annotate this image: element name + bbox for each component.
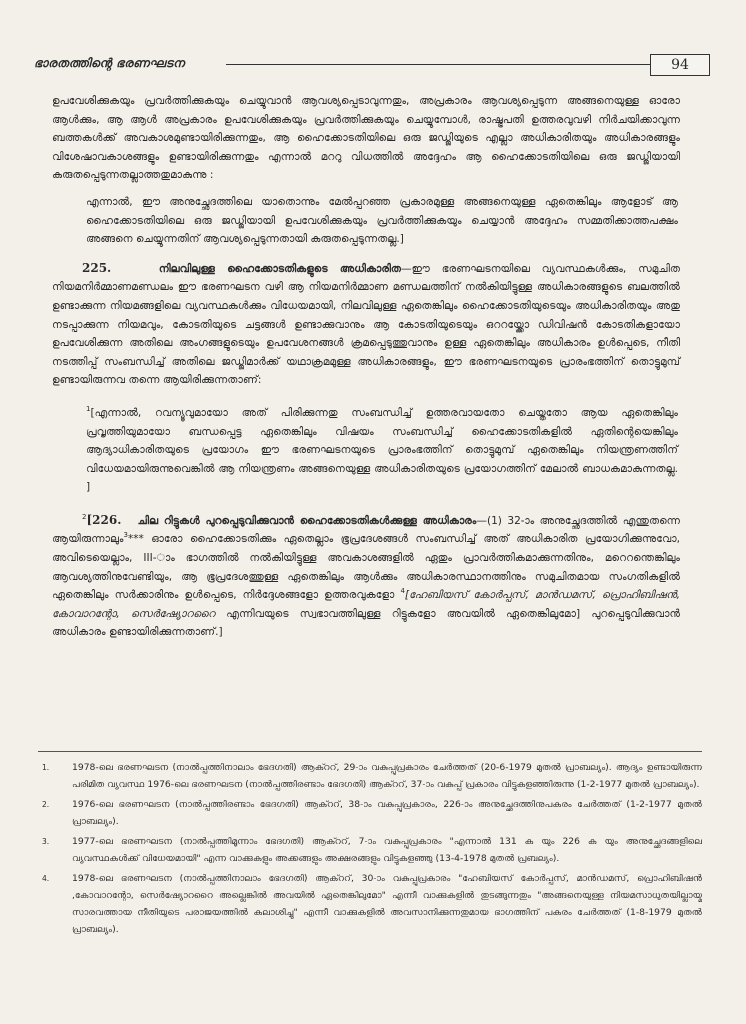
article-225 bbox=[52, 259, 680, 390]
footnote-text: 1978-ലെ ഭരണഘടന (നാൽപ്പത്തിനാലാം ഭേദഗതി) ആക്ററ്, 29-ാം വകുപ്പുപ്രകാരം ചേർത്തത് (20-6-1979 മുതൽ പ്രാബല്യം). ആദ്യം ഉണ്ടായിരുന്ന പരിമിത വ്യവസ്ഥ 1976-ലെ ഭരണഘടന (നാൽപ്പത്തിരണ്ടാം ഭേദഗതി) ആക്ററ്, 37-ാം വകുപ്പ് പ്രകാരം വിട്ടുകളഞ്ഞിരുന്നു (1-2-1977 മുതൽ പ്രാബല്യം). bbox=[72, 762, 702, 790]
footnote-text: 1977-ലെ ഭരണഘടന (നാൽപ്പത്തിമൂന്നാം ഭേദഗതി) ആക്ററ്, 7-ാം വകുപ്പുപ്രകാരം "എന്നാൽ 131 ക യും 226 ക യും അനുച്ഛേദങ്ങളിലെ വ്യവസ്ഥകൾക്ക് വിധേയമായി" എന്ന വാക്കുകളും അക്കങ്ങളും അക്ഷരങ്ങളും വിട്ടുകളഞ്ഞു (13-4-1978 മുതൽ പ്രബല്യം). bbox=[72, 836, 702, 864]
footnote bbox=[38, 759, 702, 793]
footnote-mark: 3. bbox=[42, 837, 50, 846]
footnote-ref-1: 1 bbox=[86, 404, 91, 413]
footnote bbox=[38, 870, 702, 938]
article-225-number: 225. bbox=[82, 260, 112, 275]
writ-names: [ഹേബിയസ് കോർപ്പസ്, മാൻഡമസ്, പ്രൊഹിബിഷൻ, കോവാറന്റോ, സെർഷ്യോററൈ bbox=[52, 589, 680, 620]
footnote-ref-2: 2 bbox=[82, 512, 87, 521]
footnote-ref-4: 4 bbox=[400, 587, 405, 596]
proviso-paragraph: എന്നാൽ, ഈ അനുച്ഛേദത്തിലെ യാതൊന്നും മേൽപ്പറഞ്ഞ പ്രകാരമുള്ള അങ്ങനെയുള്ള ഏതെങ്കിലും ആളോട് ആ ഹൈക്കോടതിയിലെ ഒരു ജഡ്ജിയായി ഉപവേശിക്കുകയും പ്രവർത്തിക്കുകയും ചെയ്യാൻ അദ്ദേഹം സമ്മതിക്കാത്തപക്ഷം അങ്ങനെ ചെയ്യുന്നതിന് ആവശ്യപ്പെടുന്നതായി കരുതപ്പെടുന്നതല്ല.] bbox=[86, 195, 678, 246]
omission-stars: *** bbox=[127, 533, 144, 546]
body-text bbox=[52, 92, 680, 642]
article-226-text-b: ഓരോ ഹൈക്കോടതിക്കും ഏതെല്ലാം ഭൂപ്രദേശങ്ങൾ സംബന്ധിച്ച് അത് അധികാരിത പ്രയോഗിക്കുന്നുവോ, അവിടെയെല്ലാം, III-ാം ഭാഗത്തിൽ നൽകിയിട്ടുള്ള അവകാശങ്ങളിൽ ഏതും പ്രാവർത്തികമാക്കുന്നതിനും, മറെറന്തെങ്കിലും ആവശ്യത്തിനുവേണ്ടിയും, ആ ഭൂപ്രദേശത്തുള്ള ഏതെങ്കിലും ആൾക്കും അധികാരസ്ഥാനത്തിനും സമുചിതമായ സംഗതികളിൽ ഏതെങ്കിലും സർക്കാരിനും ഉൾപ്പെടെ, നിർദ്ദേശങ്ങളോ ഉത്തരവുകളോ bbox=[52, 533, 680, 602]
footnote-ref-3: 3 bbox=[123, 531, 128, 540]
header-rule bbox=[226, 64, 651, 65]
footnotes bbox=[38, 759, 702, 941]
article-226-text-c: എന്നിവയുടെ സ്വഭാവത്തിലുള്ള റിട്ടുകളോ അവയിൽ ഏതെങ്കിലുമോ] പുറപ്പെടുവിക്കുവാൻ അധികാരം ഉണ്ടായിരിക്കുന്നതാണ്.] bbox=[52, 607, 680, 639]
article-226-number: [226. bbox=[86, 512, 122, 527]
footnote-text: 1976-ലെ ഭരണഘടന (നാൽപ്പത്തിരണ്ടാം ഭേദഗതി) ആക്ററ്, 38-ാം വകുപ്പുപ്രകാരം, 226-ാം അനുച്ഛേദത്തിനുപകരം ചേർത്തത് (1-2-1977 മുതൽ പ്രാബല്യം). bbox=[72, 799, 702, 827]
article-225-text: —ഈ ഭരണഘടനയിലെ വ്യവസ്ഥകൾക്കും, സമുചിത നിയമനിർമ്മാണമണ്ഡലം ഈ ഭരണഘടന വഴി ആ നിയമനിർമ്മാണ മണ്ഡലത്തിന് നൽകിയിട്ടുള്ള അധികാരങ്ങളുടെ ബലത്തിൽ ഉണ്ടാക്കുന്ന നിയമങ്ങളിലെ വ്യവസ്ഥകൾക്കും വിധേയമായി, നിലവിലുള്ള ഏതെങ്കിലും ഹൈക്കോടതിയുടെയും അധികാരിതയും അതു നടപ്പാക്കുന്ന നിയമവും, കോടതിയുടെ ചട്ടങ്ങൾ ഉണ്ടാക്കുവാനും ആ കോടതിയുടെയും ഒററയ്ക്കോ ഡിവിഷൻ കോടതികളായോ ഉപവേശിക്കുന്ന അതിലെ അംഗങ്ങളുടെയും ഉപവേശനങ്ങൾ ക്രമപ്പെടുത്തുവാനും ഉള്ള ഏതെങ്കിലും അധികാരം ഉൾപ്പെടെ, നീതി നടത്തിപ്പ് സംബന്ധിച്ച് അതിലെ ജഡ്ജിമാർക്ക് യഥാക്രമമുള്ള അധികാരങ്ങളും, ഈ ഭരണഘടനയുടെ പ്രാരംഭത്തിന് തൊട്ടുമുമ്പ് ഉണ്ടായിരുന്നവ തന്നെ ആയിരിക്കുന്നതാണ്: bbox=[52, 262, 680, 387]
article-225-heading: നിലവിലുള്ള ഹൈക്കോടതികളുടെ അധികാരിത bbox=[158, 262, 401, 275]
paragraph-continuation: ഉപവേശിക്കുകയും പ്രവർത്തിക്കുകയും ചെയ്യുവാൻ ആവശ്യപ്പെടാവുന്നതും, അപ്രകാരം ആവശ്യപ്പെടുന്ന അങ്ങനെയുള്ള ഓരോ ആൾക്കും, ആ ആൾ അപ്രകാരം ഉപവേശിക്കുകയും പ്രവർത്തിക്കുകയും ചെയ്യുമ്പോൾ, രാഷ്ട്രപതി ഉത്തരവുവഴി നിർചയിക്കാവുന്ന ബത്തകൾക്ക് അവകാശമുണ്ടായിരിക്കുന്നതും, ആ ഹൈക്കോടതിയിലെ ഒരു ജഡ്ജിയുടെ എല്ലാ അധികാരിതയും അധികാരങ്ങളും വിശേഷാവകാശങ്ങളും ഉണ്ടായിരിക്കുന്നതും എന്നാൽ മററു വിധത്തിൽ അദ്ദേഹം ആ ഹൈക്കോടതിയിലെ ഒരു ജഡ്ജിയായി കരുതപ്പെടുന്നതല്ലാത്തതുമാകുന്നു : bbox=[52, 95, 680, 182]
footnote bbox=[38, 796, 702, 830]
article-226-text-a: —(1) 32-ാം അനുച്ഛേദത്തിൽ എന്തുതന്നെ ആയിരുന്നാലും bbox=[52, 514, 680, 546]
footnote-text: 1978-ലെ ഭരണഘടന (നാൽപ്പത്തിനാലാം ഭേദഗതി) ആക്ററ്, 30-ാം വകുപ്പുപ്രകാരം "ഹേബിയസ് കോർപ്പസ്, മാൻഡമസ്, പ്രൊഹിബിഷൻ ,കോവാറന്റോ, സെർഷ്യോററൈ അല്ലെങ്കിൽ അവയിൽ ഏതെങ്കിലുമോ" എന്നീ വാക്കുകളിൽ തുടങ്ങുന്നതും "അങ്ങനെയുള്ള നിയമസാധുതയില്ലായ്മ സാരവത്തായ നീതിയുടെ പരാജയത്തിൽ കലാശിച്ചു" എന്നീ വാക്കുകളിൽ അവസാനിക്കുന്നതുമായ ഭാഗത്തിന് പകരം ചേർത്തത് (1-8-1979 മുതൽ പ്രാബല്യം). bbox=[72, 873, 702, 935]
article-225-proviso bbox=[52, 404, 680, 497]
footnote-mark: 4. bbox=[42, 874, 50, 883]
footnote-mark: 1. bbox=[42, 763, 50, 772]
footnote-mark: 2. bbox=[42, 800, 50, 809]
running-title: ഭാരതത്തിന്റെ ഭരണഘടന bbox=[34, 56, 185, 70]
article-225-proviso-text: [എന്നാൽ, റവന്യൂവുമായോ അത് പിരിക്കുന്നതു സംബന്ധിച്ച് ഉത്തരവായതോ ചെയ്തതോ ആയ ഏതെങ്കിലും പ്രവൃത്തിയുമായോ ബന്ധപ്പെട്ട ഏതെങ്കിലും വിഷയം സംബന്ധിച്ച് ഹൈക്കോടതികളിൽ ഏതിന്റെയെങ്കിലും ആദ്യാധികാരിതയുടെ പ്രയോഗം ഈ ഭരണഘടനയുടെ പ്രാരംഭത്തിന് തൊട്ടുമുമ്പ് ഏതെങ്കിലും നിയന്ത്രണത്തിന് വിധേയമായിരുന്നുവെങ്കിൽ ആ നിയന്ത്രണം അങ്ങനെയുള്ള അധികാരിതയുടെ പ്രയോഗത്തിന് മേലാൽ ബാധകമാകുന്നതല്ല. ] bbox=[86, 406, 678, 494]
page-header bbox=[34, 54, 710, 76]
article-226 bbox=[52, 511, 680, 642]
article-226-heading: ചില റിട്ടുകൾ പുറപ്പെടുവിക്കുവാൻ ഹൈക്കോടതികൾക്കുള്ള അധികാരം bbox=[137, 514, 477, 527]
footnote bbox=[38, 833, 702, 867]
page-number: 94 bbox=[650, 54, 710, 76]
footnote-divider bbox=[38, 751, 702, 752]
